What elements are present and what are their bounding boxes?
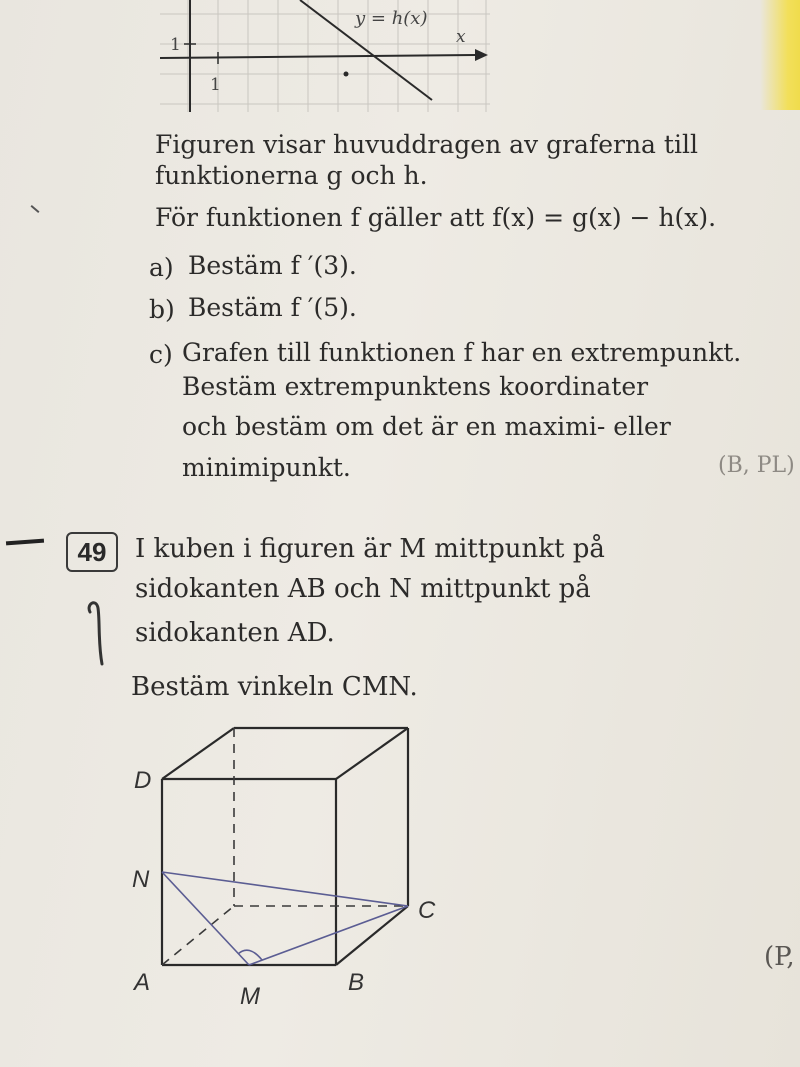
task49-line3: sidokanten AD.: [135, 618, 335, 648]
task48-intro-line1: Figuren visar huvuddragen av graferna till: [155, 130, 698, 159]
cube-label-d: D: [134, 767, 152, 794]
task48-c-line1: Grafen till funktionen f har en extrempunkt.: [182, 338, 742, 367]
task48-definition: För funktionen f gäller att f(x) = g(x) − h(x).: [155, 203, 717, 232]
graph-tick-x-label: 1: [210, 75, 221, 95]
graph-tick-y-label: 1: [170, 35, 181, 55]
task49-tag: (P,: [764, 942, 795, 972]
margin-pencil-mark: [6, 539, 44, 546]
task49-line2: sidokanten AB och N mittpunkt på: [135, 574, 591, 604]
margin-pencil-scribble: [84, 596, 110, 668]
task48-c-line3: och bestäm om det är en maximi- eller: [182, 412, 671, 441]
cube-label-a: A: [134, 969, 151, 996]
cube-label-n: N: [132, 866, 150, 893]
task49-number: 49: [66, 532, 118, 572]
task48-a-marker: a): [149, 253, 174, 282]
task48-tag: (B, PL): [718, 453, 795, 478]
task48-intro-line2: funktionerna g och h.: [155, 161, 428, 190]
page-edge-highlight: [760, 0, 800, 110]
task49-question: Bestäm vinkeln CMN.: [131, 672, 418, 702]
cube-figure: [130, 720, 470, 1020]
task48-a-text: Bestäm f ′(3).: [188, 251, 357, 280]
task48-c-line4: minimipunkt.: [182, 453, 351, 482]
graph-axis-x-label: x: [456, 27, 466, 47]
task48-c-marker: c): [149, 340, 173, 369]
task49-line1: I kuben i figuren är M mittpunkt på: [135, 534, 605, 564]
graph-dot: [344, 72, 349, 77]
task48-c-line2: Bestäm extrempunktens koordinater: [182, 372, 649, 401]
cube-label-c: C: [418, 897, 436, 924]
task48-b-marker: b): [149, 295, 175, 324]
cube-label-m: M: [240, 983, 260, 1010]
graph-curve-label: y = h(x): [355, 8, 428, 29]
cube-label-b: B: [348, 969, 365, 996]
function-graph: [160, 0, 490, 112]
task48-b-text: Bestäm f ′(5).: [188, 293, 357, 322]
margin-pencil-tick: [31, 205, 40, 213]
